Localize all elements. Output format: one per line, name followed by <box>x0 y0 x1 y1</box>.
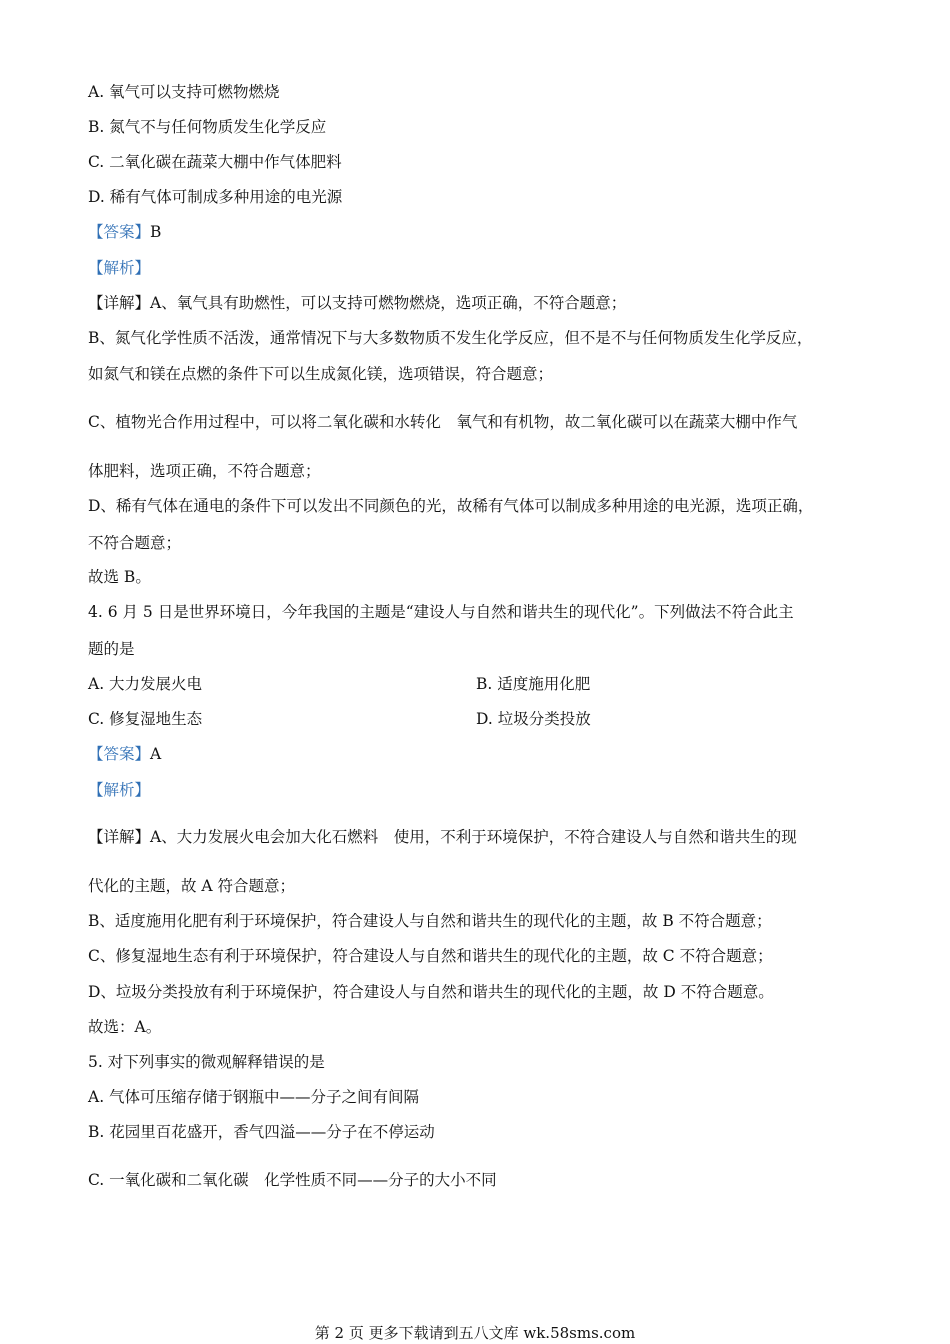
q3-detail-1: 【详解】A、氧气具有助燃性，可以支持可燃物燃烧，选项正确，不符合题意； <box>88 294 627 312</box>
q3-detail-3b: 体肥料，选项正确，不符合题意； <box>88 462 321 480</box>
q4-detail-3: C、修复湿地生态有利于环境保护，符合建设人与自然和谐共生的现代化的主题，故 C 不符合题意； <box>88 947 773 965</box>
q4-stem-1: 4. 6 月 5 日是世界环境日，今年我国的主题是“建设人与自然和谐共生的现代化”。下列做法不符合此主 <box>88 603 794 621</box>
page-footer: 第 2 页 更多下载请到五八文库 wk.58sms.com <box>314 1324 636 1342</box>
q3-option-c: C. 二氧化碳在蔬菜大棚中作气体肥料 <box>88 153 342 171</box>
q3-conclusion: 故选 B。 <box>88 568 151 586</box>
answer-value: B <box>150 223 162 241</box>
q3-detail-4b: 不符合题意； <box>88 534 182 552</box>
q4-detail-1b: 代化的主题，故 A 符合题意； <box>88 877 296 895</box>
q4-option-c: C. 修复湿地生态 <box>88 710 203 728</box>
q3-detail-2a: B、氮气化学性质不活泼，通常情况下与大多数物质不发生化学反应，但不是不与任何物质发生化学反应， <box>88 329 813 347</box>
q5-option-b: B. 花园里百花盛开，香气四溢——分子在不停运动 <box>88 1123 435 1141</box>
q4-detail-2: B、适度施用化肥有利于环境保护，符合建设人与自然和谐共生的现代化的主题，故 B 不符合题意； <box>88 912 772 930</box>
q4-option-d: D. 垃圾分类投放 <box>476 710 591 728</box>
q3-option-d: D. 稀有气体可制成多种用途的电光源 <box>88 188 343 206</box>
q5-option-a: A. 气体可压缩存储于钢瓶中——分子之间有间隔 <box>88 1088 420 1106</box>
q3-detail-4a: D、稀有气体在通电的条件下可以发出不同颜色的光，故稀有气体可以制成多种用途的电光源，选项正确， <box>88 497 814 515</box>
answer-value: A <box>150 745 162 763</box>
q4-detail-4: D、垃圾分类投放有利于环境保护，符合建设人与自然和谐共生的现代化的主题，故 D 不符合题意。 <box>88 983 774 1001</box>
q3-detail-3a: C、植物光合作用过程中，可以将二氧化碳和水转化 氧气和有机物，故二氧化碳可以在蔬菜大棚中作气 <box>88 413 798 431</box>
q4-option-a: A. 大力发展火电 <box>88 675 203 693</box>
q4-detail-1a: 【详解】A、大力发展火电会加大化石燃料 使用，不利于环境保护，不符合建设人与自然和谐共生的现 <box>88 828 797 846</box>
answer-tag: 【答案】 <box>88 223 151 241</box>
q3-option-a: A. 氧气可以支持可燃物燃烧 <box>88 83 280 101</box>
q4-option-b: B. 适度施用化肥 <box>476 675 591 693</box>
q4-answer <box>88 744 161 764</box>
answer-tag: 【答案】 <box>88 745 151 763</box>
q5-stem: 5. 对下列事实的微观解释错误的是 <box>88 1053 325 1071</box>
q5-option-c: C. 一氧化碳和二氧化碳 化学性质不同——分子的大小不同 <box>88 1171 497 1189</box>
q4-analysis-tag: 【解析】 <box>88 781 151 799</box>
q3-detail-2b: 如氮气和镁在点燃的条件下可以生成氮化镁，选项错误，符合题意； <box>88 365 554 383</box>
q3-analysis-tag: 【解析】 <box>88 259 151 277</box>
q3-option-b: B. 氮气不与任何物质发生化学反应 <box>88 118 327 136</box>
q4-conclusion: 故选：A。 <box>88 1018 162 1036</box>
q4-stem-2: 题的是 <box>88 640 135 658</box>
q3-answer <box>88 222 161 242</box>
